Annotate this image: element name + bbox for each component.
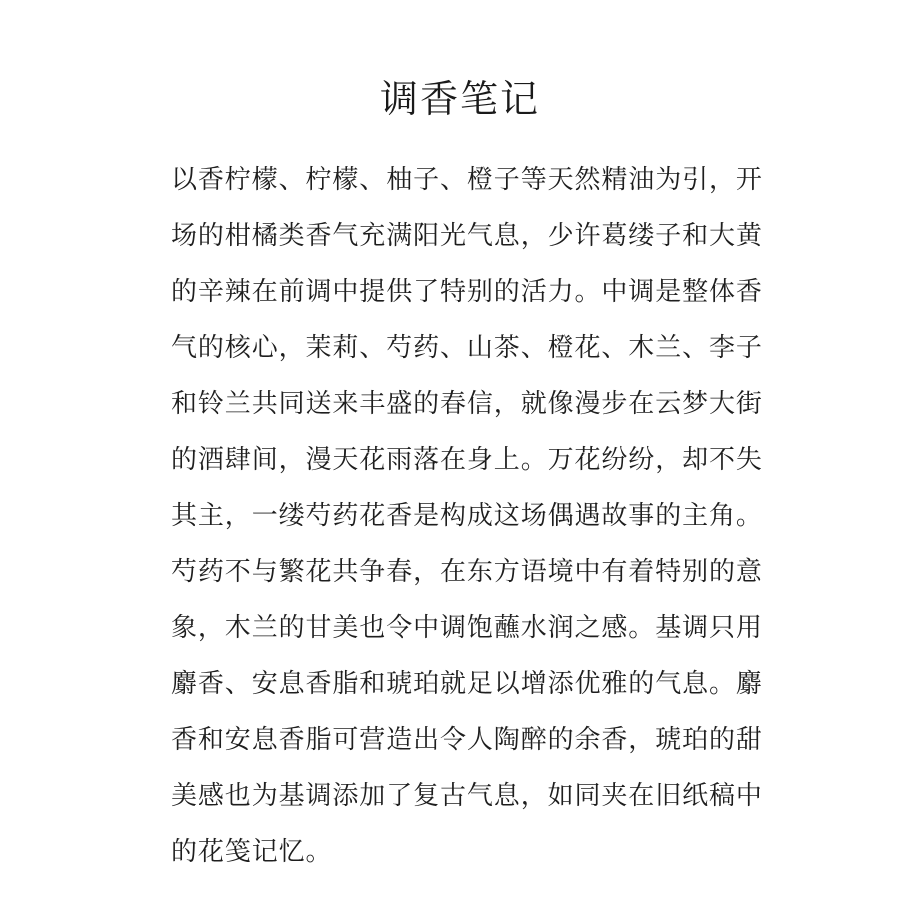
text-line: 象，木兰的甘美也令中调饱蘸水润之感。基调只用 (171, 613, 763, 643)
text-line: 美感也为基调添加了复古气息，如同夹在旧纸稿中 (171, 781, 763, 811)
text-line: 气的核心，茉莉、芍药、山茶、橙花、木兰、李子 (171, 333, 763, 363)
text-line: 的花笺记忆。 (171, 837, 333, 867)
text-line: 麝香、安息香脂和琥珀就足以增添优雅的气息。麝 (171, 669, 763, 699)
text-line: 芍药不与繁花共争春，在东方语境中有着特别的意 (171, 557, 763, 587)
text-line: 香和安息香脂可营造出令人陶醉的余香，琥珀的甜 (171, 725, 763, 755)
text-line: 的酒肆间，漫天花雨落在身上。万花纷纷，却不失 (171, 445, 763, 475)
body-paragraph (171, 152, 791, 880)
text-line: 场的柑橘类香气充满阳光气息，少许葛缕子和大黄 (171, 221, 763, 251)
page-title: 调香笔记 (379, 77, 540, 122)
text-line: 和铃兰共同送来丰盛的春信，就像漫步在云梦大街 (171, 389, 763, 419)
text-line: 其主，一缕芍药花香是构成这场偶遇故事的主角。 (171, 501, 763, 531)
text-line: 以香柠檬、柠檬、柚子、橙子等天然精油为引，开 (171, 165, 763, 195)
text-line: 的辛辣在前调中提供了特别的活力。中调是整体香 (171, 277, 763, 307)
